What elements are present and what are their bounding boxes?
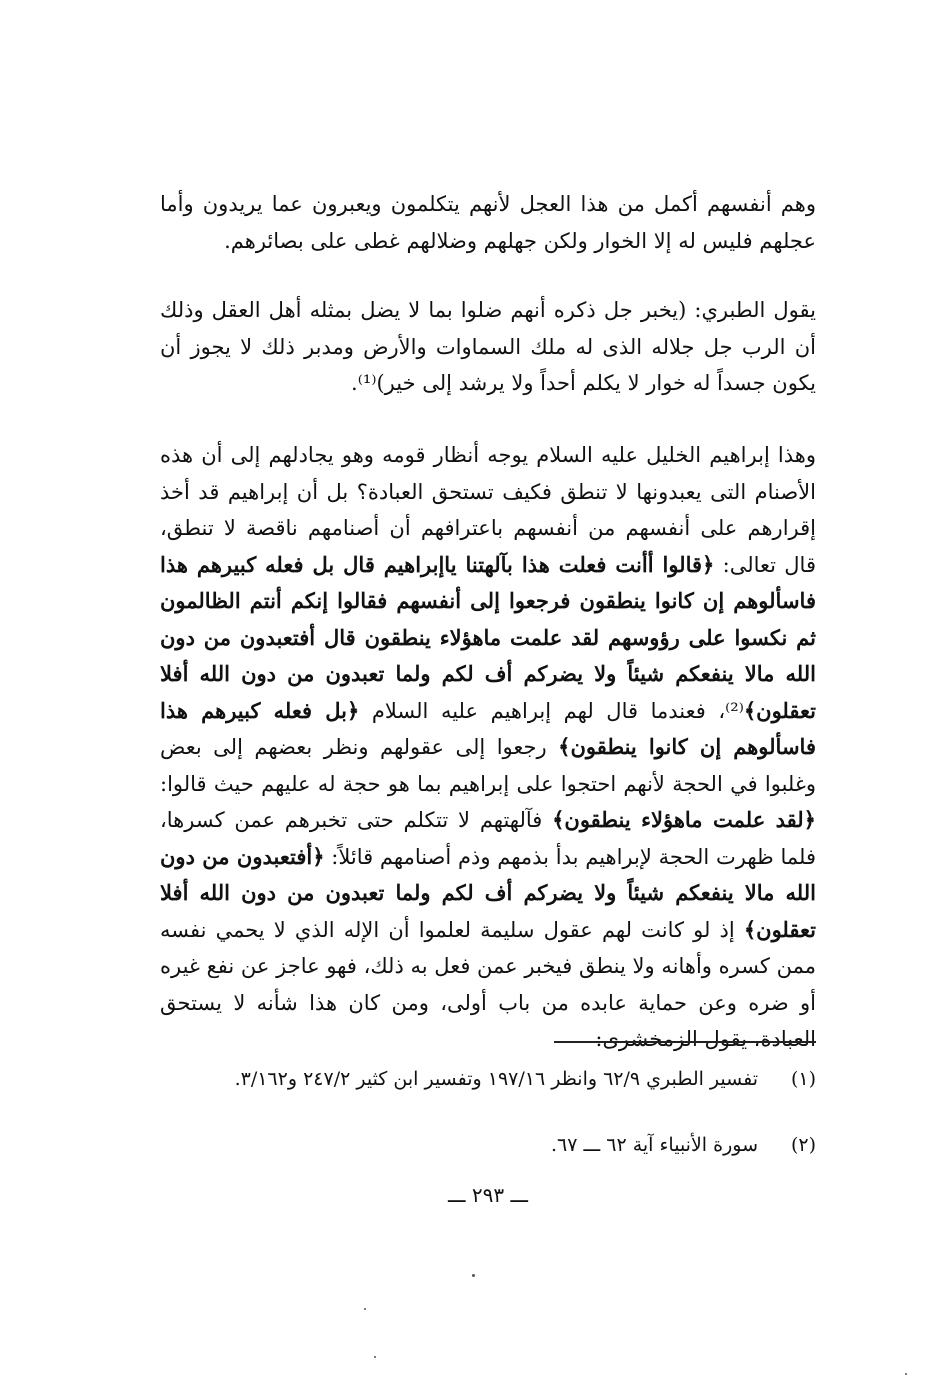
footnote-number: (١) — [790, 1068, 816, 1090]
footnote-number: (٢) — [790, 1134, 816, 1156]
paragraph-ibrahim — [160, 437, 816, 1058]
footnote-1 — [160, 1063, 816, 1095]
scan-speck — [905, 1373, 907, 1375]
body-text: وهذا إبراهيم الخليل عليه السلام يوجه أنظار قومه وهو يجادلهم إلى أن هذه الأصنام التى يعبدونها لا تنطق فكيف تستحق العبادة؟ بل أن إبراهيم قد أخذ إقرارهم على أنفسهم من أنفسهم باعترافهم أن أصنامهم ناقصة لا تنطق، قال تعالى: — [160, 443, 816, 577]
footnote-separator — [554, 1041, 816, 1043]
paragraph-tabari-quote: يقول الطبري: (يخبر جل ذكره أنهم ضلوا بما لا يضل بمثله أهل العقل وذلك أن الرب جل جلاله الذى له ملك السماوات والأرض ومدبر ذلك لا يجوز أن يكون جسداً له خوار لا يكلم أحداً ولا يرشد إلى خير)⁽¹⁾. — [160, 298, 816, 395]
scan-speck — [364, 1308, 366, 1310]
quran-verse: ﴿بل فعله كبيرهم هذا فاسألوهم إن كانوا ينطقون﴾ — [160, 697, 816, 759]
body-text: إذ لو كانت لهم عقول سليمة لعلموا أن الإله الذي لا يحمي نفسه ممن كسره وأهانه ولا ينطق فيخبر عمن فعل به ذلك، فهو عاجز عن نفع غيره أو ضره وعن حماية عابده من باب أولى، ومن كان هذا شأنه لا يستحق العبادة، يقول الزمخشرى: — [160, 917, 816, 1051]
book-page — [160, 0, 816, 1391]
quran-verse: ﴿قالوا أأنت فعلت هذا بآلهتنا ياإبراهيم قال بل فعله كبيرهم هذا فاسألوهم إن كانوا ينطقون فرجعوا إلى أنفسهم فقالوا إنكم أنتم الظالمون ثم نكسوا على رؤوسهم لقد علمت ماهؤلاء ينطقون قال أفتعبدون من دون الله مالا ينفعكم شيئاً ولا يضركم أف لكم ولما تعبدون من دون الله أفلا تعقلون﴾ — [160, 551, 816, 723]
body-text: رجعوا إلى عقولهم ونظر بعضهم إلى بعض وغلبوا في الحجة لأنهم احتجوا على إبراهيم بما هو حجة له عليهم حيث قالوا: — [160, 735, 816, 796]
footnote-2 — [160, 1129, 816, 1161]
quran-verse: ﴿أفتعبدون من دون الله مالا ينفعكم شيئاً ولا يضركم أف لكم ولما تعبدون من دون الله أفلا تعقلون﴾ — [160, 843, 816, 942]
quran-verse: ﴿لقد علمت ماهؤلاء ينطقون﴾ — [552, 807, 816, 832]
page-number: ـــ ٢٩٣ ـــ — [447, 1183, 529, 1207]
scan-speck — [374, 1356, 376, 1358]
scan-speck — [472, 1274, 475, 1277]
paragraph-calf: وهم أنفسهم أكمل من هذا العجل لأنهم يتكلمون ويعبرون عما يريدون وأما عجلهم فليس له إلا الخوار ولكن جهلهم وضلالهم غطى على بصائرهم. — [160, 192, 816, 253]
body-text: فآلهتهم لا تتكلم حتى تخبرهم عمن كسرها، فلما ظهرت الحجة لإبراهيم بدأ بذمهم وذم أصنامهم قائلاً: — [160, 808, 816, 869]
footnote-text: تفسير الطبري ٦٢/٩ وانظر ١٩٧/١٦ وتفسير ابن كثير ٢٤٧/٢ و٣/١٦٢. — [234, 1068, 758, 1090]
body-text: ⁽²⁾، فعندما قال لهم إبراهيم عليه السلام — [359, 698, 744, 723]
footnote-text: سورة الأنبياء آية ٦٢ ـــ ٦٧. — [550, 1134, 758, 1156]
